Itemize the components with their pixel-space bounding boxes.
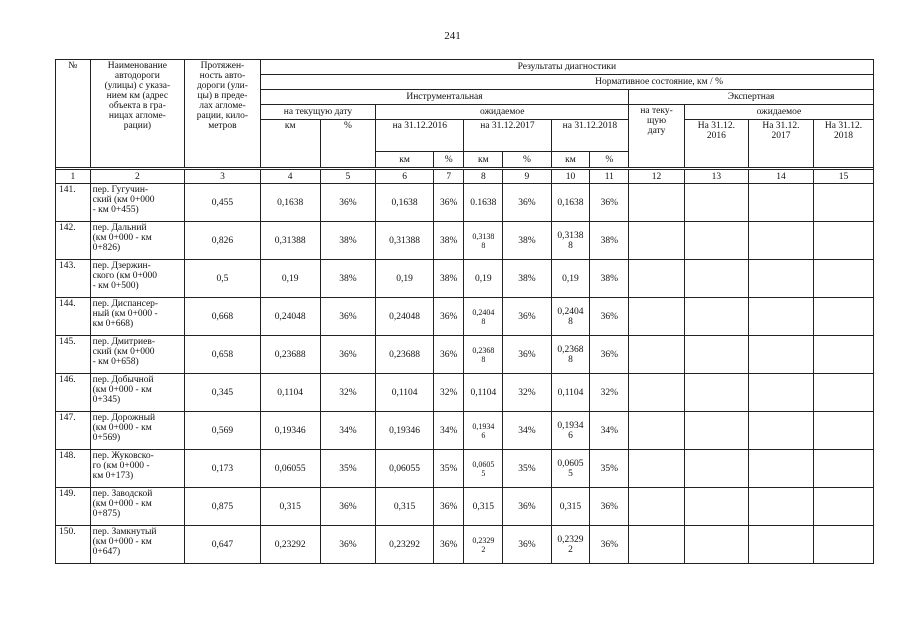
expert-empty-cell [684, 412, 748, 450]
table-row [56, 450, 874, 488]
km-2016: 0,23688 [376, 336, 434, 374]
road-name: пер. Жуковско- го (км 0+000 - км 0+173) [90, 450, 185, 488]
expert-empty-cell [814, 260, 874, 298]
column-index-cell: 7 [433, 170, 463, 184]
current-km: 0,19346 [260, 412, 320, 450]
km-2018: 0,315 [551, 488, 590, 526]
expert-empty-cell [748, 336, 813, 374]
expert-empty-cell [814, 526, 874, 564]
km-2017: 0,1934 6 [464, 412, 503, 450]
km-2016: 0,1638 [376, 184, 434, 222]
road-name: пер. Дмитриев- ский (км 0+000 - км 0+658) [90, 336, 185, 374]
header-normative: Нормативное состояние, км / % [260, 75, 873, 90]
header-date-2018: на 31.12.2018 [551, 120, 629, 152]
current-km: 0,23688 [260, 336, 320, 374]
expert-empty-cell [748, 526, 813, 564]
expert-empty-cell [629, 298, 685, 336]
pct-2017: 38% [503, 222, 551, 260]
pct-2017: 38% [503, 260, 551, 298]
current-pct: 36% [320, 488, 376, 526]
header-expert-2017: На 31.12. 2017 [748, 120, 813, 168]
pct-2018: 36% [590, 526, 629, 564]
pct-2016: 34% [433, 412, 463, 450]
km-2018: 0,0605 5 [551, 450, 590, 488]
column-index-cell: 2 [90, 170, 185, 184]
column-index-cell: 9 [503, 170, 551, 184]
row-number: 147. [56, 412, 91, 450]
road-length: 0,826 [185, 222, 261, 260]
current-km: 0,23292 [260, 526, 320, 564]
road-length: 0,647 [185, 526, 261, 564]
header-current-date: на текущую дату [260, 105, 375, 120]
pct-2017: 35% [503, 450, 551, 488]
expert-empty-cell [684, 298, 748, 336]
pct-2018: 32% [590, 374, 629, 412]
current-pct: 38% [320, 222, 376, 260]
pct-2017: 32% [503, 374, 551, 412]
column-index-cell: 4 [260, 170, 320, 184]
expert-empty-cell [684, 488, 748, 526]
current-km: 0,1638 [260, 184, 320, 222]
row-number: 149. [56, 488, 91, 526]
table-row [56, 412, 874, 450]
road-length: 0,173 [185, 450, 261, 488]
column-index-cell: 15 [814, 170, 874, 184]
expert-empty-cell [748, 488, 813, 526]
column-index-cell: 8 [464, 170, 503, 184]
road-length: 0,875 [185, 488, 261, 526]
pct-2018: 36% [590, 488, 629, 526]
km-2016: 0,31388 [376, 222, 434, 260]
header-2017-km: км [464, 152, 503, 168]
expert-empty-cell [684, 184, 748, 222]
current-km: 0,19 [260, 260, 320, 298]
header-current-pct: % [320, 120, 376, 168]
expert-empty-cell [629, 526, 685, 564]
expert-empty-cell [629, 260, 685, 298]
row-number: 148. [56, 450, 91, 488]
expert-empty-cell [814, 374, 874, 412]
pct-2016: 36% [433, 526, 463, 564]
expert-empty-cell [629, 184, 685, 222]
road-name: пер. Заводской (км 0+000 - км 0+875) [90, 488, 185, 526]
road-length: 0,345 [185, 374, 261, 412]
row-number: 146. [56, 374, 91, 412]
header-2018-pct: % [590, 152, 629, 168]
pct-2016: 36% [433, 184, 463, 222]
expert-empty-cell [748, 260, 813, 298]
expert-empty-cell [814, 222, 874, 260]
header-expert-current: на теку- щую дату [629, 105, 685, 168]
road-name: пер. Диспансер- ный (км 0+000 - км 0+668) [90, 298, 185, 336]
header-current-km: км [260, 120, 320, 168]
current-km: 0,24048 [260, 298, 320, 336]
column-index-row [56, 170, 874, 184]
table-row [56, 184, 874, 222]
current-pct: 36% [320, 336, 376, 374]
km-2016: 0,06055 [376, 450, 434, 488]
road-length: 0,455 [185, 184, 261, 222]
road-length: 0,668 [185, 298, 261, 336]
km-2017: 0,19 [464, 260, 503, 298]
current-km: 0,06055 [260, 450, 320, 488]
expert-empty-cell [629, 412, 685, 450]
diagnostics-table [55, 59, 874, 564]
road-name: пер. Гугучин- ский (км 0+000 - км 0+455) [90, 184, 185, 222]
current-pct: 36% [320, 298, 376, 336]
current-km: 0,1104 [260, 374, 320, 412]
table-row [56, 298, 874, 336]
km-2017: 0,2368 8 [464, 336, 503, 374]
column-index-cell: 5 [320, 170, 376, 184]
expert-empty-cell [748, 450, 813, 488]
expert-empty-cell [684, 526, 748, 564]
pct-2018: 38% [590, 222, 629, 260]
pct-2016: 32% [433, 374, 463, 412]
column-index-cell: 13 [684, 170, 748, 184]
km-2018: 0,19 [551, 260, 590, 298]
current-km: 0,31388 [260, 222, 320, 260]
header-expert-2018: На 31.12. 2018 [814, 120, 874, 168]
header-length: Протяжен- ность авто- дороги (ули- цы) в преде- лах агломе- рации, кило- метров [185, 60, 261, 168]
expert-empty-cell [814, 184, 874, 222]
page-number: 241 [444, 30, 461, 42]
current-km: 0,315 [260, 488, 320, 526]
km-2016: 0,315 [376, 488, 434, 526]
km-2018: 0,3138 8 [551, 222, 590, 260]
header-date-2016: на 31.12.2016 [376, 120, 464, 152]
expert-empty-cell [684, 222, 748, 260]
expert-empty-cell [684, 336, 748, 374]
pct-2018: 35% [590, 450, 629, 488]
road-name: пер. Дальний (км 0+000 - км 0+826) [90, 222, 185, 260]
header-expert-2016: На 31.12. 2016 [684, 120, 748, 168]
expert-empty-cell [814, 450, 874, 488]
km-2016: 0,1104 [376, 374, 434, 412]
row-number: 143. [56, 260, 91, 298]
road-length: 0,569 [185, 412, 261, 450]
km-2017: 0,1104 [464, 374, 503, 412]
table-row [56, 260, 874, 298]
column-index-cell: 10 [551, 170, 590, 184]
header-results: Результаты диагностики [260, 60, 873, 75]
row-number: 144. [56, 298, 91, 336]
row-number: 142. [56, 222, 91, 260]
pct-2017: 36% [503, 526, 551, 564]
current-pct: 36% [320, 184, 376, 222]
expert-empty-cell [814, 336, 874, 374]
current-pct: 38% [320, 260, 376, 298]
expert-empty-cell [748, 374, 813, 412]
road-name: пер. Дорожный (км 0+000 - км 0+569) [90, 412, 185, 450]
table-row [56, 488, 874, 526]
km-2018: 0,2404 8 [551, 298, 590, 336]
expert-empty-cell [684, 374, 748, 412]
km-2018: 0,1934 6 [551, 412, 590, 450]
current-pct: 35% [320, 450, 376, 488]
pct-2016: 36% [433, 488, 463, 526]
expert-empty-cell [814, 488, 874, 526]
road-length: 0,658 [185, 336, 261, 374]
header-no: № [56, 60, 91, 168]
table-row [56, 336, 874, 374]
expert-empty-cell [629, 222, 685, 260]
current-pct: 36% [320, 526, 376, 564]
header-date-2017: на 31.12.2017 [464, 120, 551, 152]
pct-2018: 38% [590, 260, 629, 298]
km-2016: 0,24048 [376, 298, 434, 336]
column-index-cell: 6 [376, 170, 434, 184]
header-2016-km: км [376, 152, 434, 168]
row-number: 150. [56, 526, 91, 564]
expert-empty-cell [629, 374, 685, 412]
pct-2018: 34% [590, 412, 629, 450]
pct-2017: 36% [503, 488, 551, 526]
pct-2016: 36% [433, 336, 463, 374]
column-index-cell: 12 [629, 170, 685, 184]
expert-empty-cell [814, 298, 874, 336]
header-2018-km: км [551, 152, 590, 168]
header-2017-pct: % [503, 152, 551, 168]
header-expert: Экспертная [629, 90, 874, 105]
header-expert-expected: ожидаемое [684, 105, 873, 120]
pct-2017: 36% [503, 184, 551, 222]
km-2018: 0,2329 2 [551, 526, 590, 564]
expert-empty-cell [748, 412, 813, 450]
expert-empty-cell [629, 488, 685, 526]
pct-2016: 38% [433, 260, 463, 298]
column-index-cell: 1 [56, 170, 91, 184]
current-pct: 34% [320, 412, 376, 450]
column-index-cell: 14 [748, 170, 813, 184]
km-2017: 0.1638 [464, 184, 503, 222]
table-row [56, 222, 874, 260]
km-2018: 0,1638 [551, 184, 590, 222]
header-2016-pct: % [433, 152, 463, 168]
pct-2017: 36% [503, 336, 551, 374]
header-road-name: Наименование автодороги (улицы) с указа- нием км (адрес объекта в гра- ницах агломе- рации) [90, 60, 185, 168]
km-2016: 0,19346 [376, 412, 434, 450]
road-name: пер. Добычной (км 0+000 - км 0+345) [90, 374, 185, 412]
pct-2016: 38% [433, 222, 463, 260]
table-row [56, 526, 874, 564]
road-length: 0,5 [185, 260, 261, 298]
expert-empty-cell [748, 222, 813, 260]
row-number: 145. [56, 336, 91, 374]
header-expected: ожидаемое [376, 105, 629, 120]
column-index-cell: 11 [590, 170, 629, 184]
pct-2016: 35% [433, 450, 463, 488]
table-row [56, 374, 874, 412]
pct-2016: 36% [433, 298, 463, 336]
km-2018: 0,2368 8 [551, 336, 590, 374]
pct-2017: 36% [503, 298, 551, 336]
km-2016: 0,23292 [376, 526, 434, 564]
km-2017: 0,2329 2 [464, 526, 503, 564]
expert-empty-cell [629, 336, 685, 374]
expert-empty-cell [814, 412, 874, 450]
km-2017: 0,315 [464, 488, 503, 526]
road-name: пер. Замкнутый (км 0+000 - км 0+647) [90, 526, 185, 564]
pct-2017: 34% [503, 412, 551, 450]
km-2017: 0,0605 5 [464, 450, 503, 488]
km-2017: 0,2404 8 [464, 298, 503, 336]
expert-empty-cell [748, 184, 813, 222]
km-2016: 0,19 [376, 260, 434, 298]
pct-2018: 36% [590, 184, 629, 222]
expert-empty-cell [748, 298, 813, 336]
row-number: 141. [56, 184, 91, 222]
road-name: пер. Дзержин- ского (км 0+000 - км 0+500) [90, 260, 185, 298]
expert-empty-cell [684, 260, 748, 298]
header-instrumental: Инструментальная [260, 90, 629, 105]
km-2017: 0,3138 8 [464, 222, 503, 260]
pct-2018: 36% [590, 336, 629, 374]
expert-empty-cell [684, 450, 748, 488]
current-pct: 32% [320, 374, 376, 412]
expert-empty-cell [629, 450, 685, 488]
pct-2018: 36% [590, 298, 629, 336]
column-index-cell: 3 [185, 170, 261, 184]
km-2018: 0,1104 [551, 374, 590, 412]
